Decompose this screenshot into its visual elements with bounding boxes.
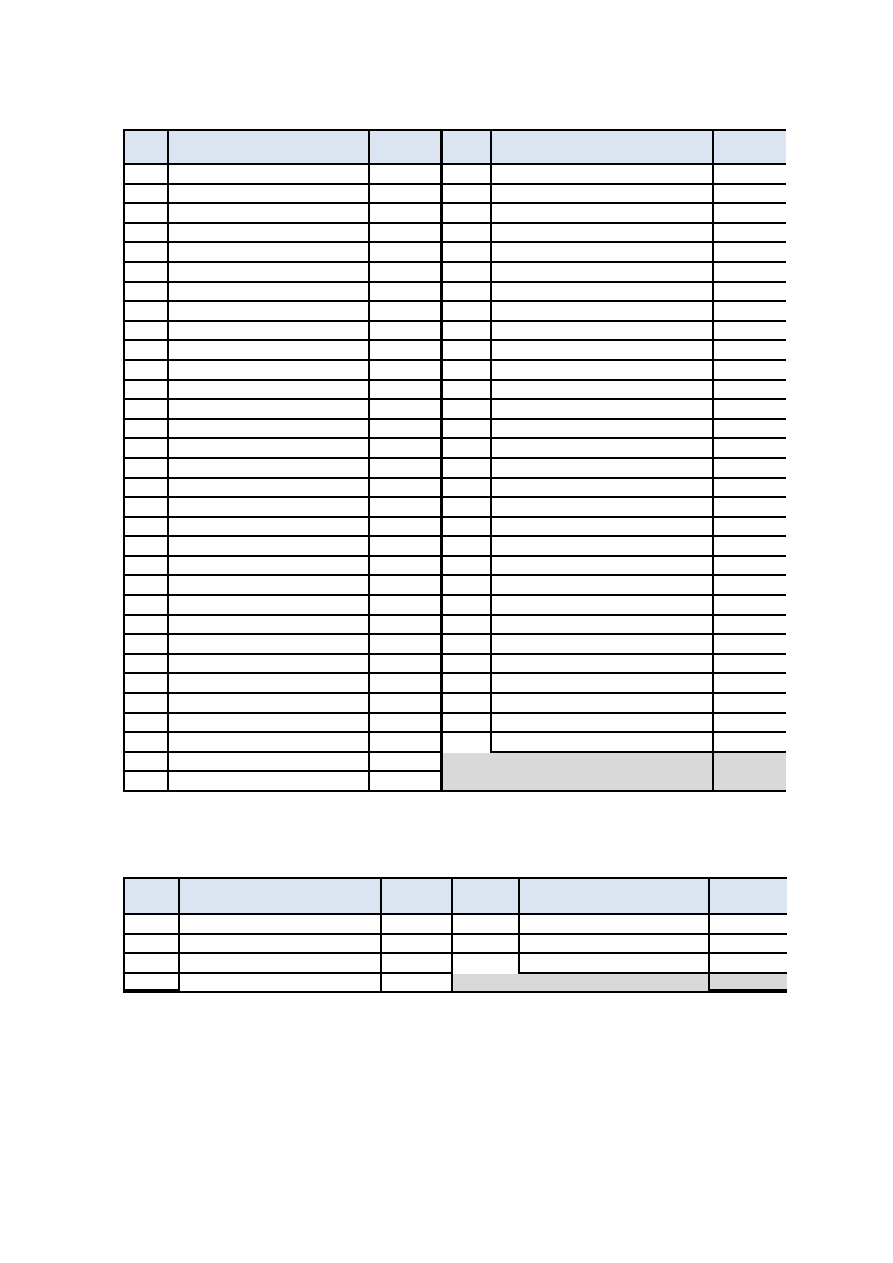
table-cell xyxy=(443,302,492,322)
table-cell xyxy=(370,165,443,185)
table-cell xyxy=(169,341,370,361)
table-cell xyxy=(370,733,443,753)
table-cell xyxy=(125,381,169,401)
table-cell xyxy=(453,954,520,974)
table-cell xyxy=(443,479,492,499)
table-cell xyxy=(370,361,443,381)
table-cell xyxy=(125,655,169,675)
table-cell xyxy=(492,204,714,224)
table-cell xyxy=(520,935,710,955)
header-cell xyxy=(710,879,787,915)
table-cell xyxy=(714,400,786,420)
table-cell xyxy=(714,361,786,381)
table-cell xyxy=(443,674,492,694)
table-cell xyxy=(714,283,786,303)
table-cell xyxy=(125,772,169,792)
table-cell xyxy=(125,557,169,577)
table-cell xyxy=(714,596,786,616)
table-cell xyxy=(169,322,370,342)
table-cell xyxy=(370,498,443,518)
table-cell xyxy=(370,459,443,479)
table-cell xyxy=(125,694,169,714)
table-cell xyxy=(169,596,370,616)
table-cell xyxy=(714,616,786,636)
table-cell xyxy=(125,283,169,303)
summary-cell xyxy=(714,753,786,792)
table-cell xyxy=(370,185,443,205)
table-cell xyxy=(443,616,492,636)
table-cell xyxy=(382,974,453,994)
table-cell xyxy=(492,302,714,322)
table-cell xyxy=(370,302,443,322)
table-cell xyxy=(492,733,714,753)
table-cell xyxy=(492,341,714,361)
table-cell xyxy=(520,954,710,974)
table-cell xyxy=(169,518,370,538)
table-cell xyxy=(714,576,786,596)
table-cell xyxy=(169,400,370,420)
table-cell xyxy=(125,537,169,557)
table-cell xyxy=(492,635,714,655)
table-cell xyxy=(370,381,443,401)
table-cell xyxy=(125,915,180,935)
table-cell xyxy=(714,381,786,401)
table-cell xyxy=(180,915,382,935)
table-cell xyxy=(125,935,180,955)
table-cell xyxy=(492,439,714,459)
table-cell xyxy=(492,381,714,401)
table-cell xyxy=(492,596,714,616)
table-cell xyxy=(125,322,169,342)
table-cell xyxy=(492,185,714,205)
table-cell xyxy=(169,381,370,401)
table-cell xyxy=(125,753,169,773)
table-cell xyxy=(169,204,370,224)
table-cell xyxy=(370,224,443,244)
table-cell xyxy=(492,420,714,440)
table-cell xyxy=(492,322,714,342)
table-cell xyxy=(520,915,710,935)
table-cell xyxy=(125,518,169,538)
table-cell xyxy=(169,537,370,557)
table-cell xyxy=(492,518,714,538)
table-cell xyxy=(714,498,786,518)
table-cell xyxy=(714,439,786,459)
table-cell xyxy=(370,518,443,538)
table-cell xyxy=(443,263,492,283)
table-cell xyxy=(492,557,714,577)
table-cell xyxy=(125,361,169,381)
table-cell xyxy=(370,714,443,734)
table-cell xyxy=(169,439,370,459)
table-cell xyxy=(370,283,443,303)
table-cell xyxy=(370,439,443,459)
table-cell xyxy=(370,479,443,499)
table-cell xyxy=(370,576,443,596)
header-cell xyxy=(169,131,370,165)
table-cell xyxy=(443,185,492,205)
table-cell xyxy=(169,479,370,499)
table-cell xyxy=(125,674,169,694)
table-cell xyxy=(492,459,714,479)
table-cell xyxy=(443,459,492,479)
table-cell xyxy=(125,341,169,361)
table-cell xyxy=(714,263,786,283)
table-cell xyxy=(125,439,169,459)
table-cell xyxy=(370,400,443,420)
table-cell xyxy=(370,322,443,342)
table-cell xyxy=(492,263,714,283)
table-cell xyxy=(710,935,787,955)
table-cell xyxy=(492,616,714,636)
table-cell xyxy=(443,322,492,342)
table-cell xyxy=(370,537,443,557)
table-cell xyxy=(714,518,786,538)
table-cell xyxy=(125,459,169,479)
table-cell xyxy=(125,243,169,263)
table-cell xyxy=(169,283,370,303)
table-cell xyxy=(492,361,714,381)
table-cell xyxy=(169,420,370,440)
table-cell xyxy=(714,459,786,479)
table-cell xyxy=(382,954,453,974)
table-cell xyxy=(125,185,169,205)
table-cell xyxy=(443,655,492,675)
table-cell xyxy=(714,557,786,577)
table-cell xyxy=(492,283,714,303)
table-cell xyxy=(443,518,492,538)
table-cell xyxy=(370,635,443,655)
table-cell xyxy=(169,459,370,479)
table-cell xyxy=(714,420,786,440)
table-cell xyxy=(443,341,492,361)
header-cell xyxy=(453,879,520,915)
table-cell xyxy=(169,498,370,518)
table-cell xyxy=(714,165,786,185)
table-cell xyxy=(370,263,443,283)
header-cell xyxy=(714,131,786,165)
table-cell xyxy=(370,694,443,714)
table-cell xyxy=(180,935,382,955)
table-cell xyxy=(714,714,786,734)
table-cell xyxy=(370,204,443,224)
summary-cell xyxy=(710,974,787,994)
table-cell xyxy=(382,935,453,955)
table-cell xyxy=(169,694,370,714)
table-cell xyxy=(370,420,443,440)
table-cell xyxy=(125,616,169,636)
table-cell xyxy=(125,596,169,616)
table-cell xyxy=(443,165,492,185)
table-cell xyxy=(443,596,492,616)
table-cell xyxy=(169,753,370,773)
table-cell xyxy=(169,655,370,675)
table-cell xyxy=(714,733,786,753)
table-cell xyxy=(443,361,492,381)
table-cell xyxy=(492,224,714,244)
header-cell xyxy=(370,131,443,165)
table-cell xyxy=(443,694,492,714)
header-cell xyxy=(125,879,180,915)
table-cell xyxy=(492,165,714,185)
table-cell xyxy=(125,400,169,420)
table-cell xyxy=(443,224,492,244)
table-cell xyxy=(169,674,370,694)
table-cell xyxy=(453,935,520,955)
table-cell xyxy=(714,185,786,205)
table-cell xyxy=(492,674,714,694)
table-cell xyxy=(714,302,786,322)
table-cell xyxy=(125,635,169,655)
table-cell xyxy=(169,714,370,734)
table-1 xyxy=(123,129,786,792)
table-cell xyxy=(714,655,786,675)
table-cell xyxy=(169,165,370,185)
table-cell xyxy=(443,557,492,577)
table-cell xyxy=(443,381,492,401)
table-cell xyxy=(710,954,787,974)
table-cell xyxy=(169,361,370,381)
table-cell xyxy=(714,537,786,557)
table-cell xyxy=(443,243,492,263)
table-cell xyxy=(492,243,714,263)
table-cell xyxy=(125,714,169,734)
table-cell xyxy=(125,974,180,994)
table-cell xyxy=(492,537,714,557)
table-cell xyxy=(370,557,443,577)
table-cell xyxy=(492,694,714,714)
table-cell xyxy=(370,655,443,675)
table-cell xyxy=(125,576,169,596)
table-cell xyxy=(492,655,714,675)
table-cell xyxy=(169,224,370,244)
table-cell xyxy=(714,674,786,694)
table-cell xyxy=(125,302,169,322)
table-cell xyxy=(169,557,370,577)
table-cell xyxy=(492,576,714,596)
table-cell xyxy=(714,635,786,655)
table-cell xyxy=(714,694,786,714)
table-cell xyxy=(453,915,520,935)
table-cell xyxy=(125,479,169,499)
table-cell xyxy=(492,400,714,420)
table-cell xyxy=(125,204,169,224)
header-cell xyxy=(125,131,169,165)
summary-cell xyxy=(443,753,714,792)
table-cell xyxy=(443,204,492,224)
header-cell xyxy=(492,131,714,165)
table-cell xyxy=(492,498,714,518)
table-cell xyxy=(125,498,169,518)
table-cell xyxy=(714,224,786,244)
table-cell xyxy=(443,400,492,420)
table-cell xyxy=(370,753,443,773)
table-cell xyxy=(169,263,370,283)
table-cell xyxy=(714,341,786,361)
header-cell xyxy=(443,131,492,165)
table-cell xyxy=(125,263,169,283)
table-cell xyxy=(370,243,443,263)
table-cell xyxy=(714,204,786,224)
table-cell xyxy=(370,674,443,694)
table-cell xyxy=(714,479,786,499)
table-cell xyxy=(169,243,370,263)
table-cell xyxy=(492,714,714,734)
table-cell xyxy=(382,915,453,935)
table-cell xyxy=(370,341,443,361)
table-cell xyxy=(443,714,492,734)
table-cell xyxy=(169,302,370,322)
table-cell xyxy=(443,498,492,518)
table-cell xyxy=(125,420,169,440)
table-cell xyxy=(443,439,492,459)
table-cell xyxy=(714,243,786,263)
table-cell xyxy=(370,596,443,616)
table-cell xyxy=(169,185,370,205)
table-cell xyxy=(714,322,786,342)
table-cell xyxy=(180,974,382,994)
table-cell xyxy=(125,954,180,974)
table-cell xyxy=(443,733,492,753)
table-cell xyxy=(443,283,492,303)
table-cell xyxy=(370,616,443,636)
table-cell xyxy=(169,733,370,753)
table-cell xyxy=(125,224,169,244)
table-cell xyxy=(710,915,787,935)
header-cell xyxy=(180,879,382,915)
header-cell xyxy=(520,879,710,915)
table-cell xyxy=(169,616,370,636)
table-cell xyxy=(169,635,370,655)
table-cell xyxy=(443,537,492,557)
table-cell xyxy=(125,733,169,753)
table-2 xyxy=(123,877,787,993)
table-cell xyxy=(370,772,443,792)
summary-cell xyxy=(453,974,710,994)
table-cell xyxy=(443,635,492,655)
table-cell xyxy=(492,479,714,499)
table-cell xyxy=(125,165,169,185)
table-cell xyxy=(443,576,492,596)
table-cell xyxy=(443,420,492,440)
header-cell xyxy=(382,879,453,915)
table-cell xyxy=(169,772,370,792)
table-cell xyxy=(169,576,370,596)
table-cell xyxy=(180,954,382,974)
